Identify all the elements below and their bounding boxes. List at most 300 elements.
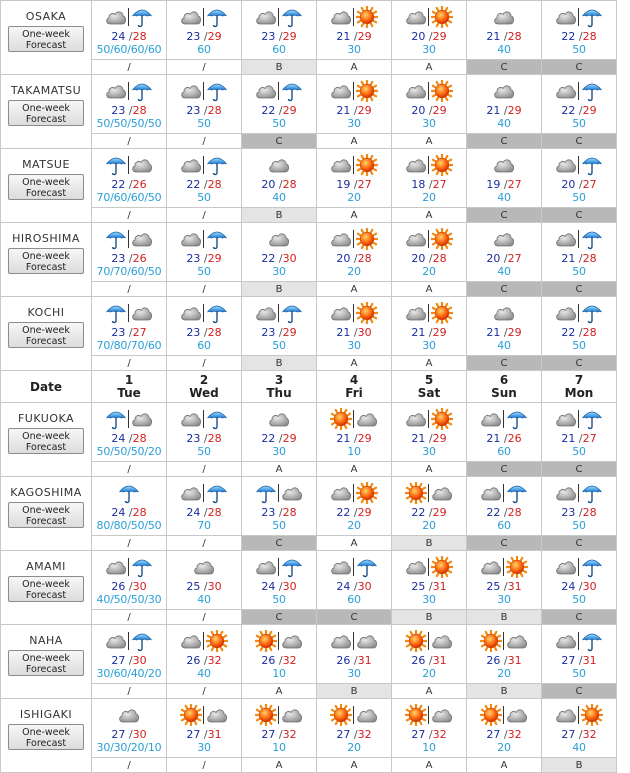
temp-slash: / (200, 178, 208, 191)
weather-icons (92, 300, 166, 326)
temp-slash: / (125, 432, 133, 445)
max-temp: 29 (282, 104, 297, 117)
button-label-line2: Forecast (25, 335, 67, 347)
city-forecast-row (1, 551, 617, 610)
precip-probability: 50/50/50/20 (96, 445, 162, 458)
icon-separator (578, 706, 580, 724)
umbrella-icon (118, 482, 140, 504)
icon-separator (203, 82, 205, 100)
icon-separator (278, 706, 280, 724)
icon-separator (428, 706, 430, 724)
precip-probability: 40 (497, 43, 511, 56)
forecast-table-body (1, 1, 617, 773)
weather-icons (317, 300, 391, 326)
min-temp: 25 (486, 580, 501, 593)
max-temp: 29 (207, 252, 222, 265)
max-temp: 29 (357, 432, 372, 445)
cloud-icon (105, 558, 127, 576)
reliability-cell: A (242, 758, 317, 773)
weather-icons (92, 78, 166, 104)
cloud-icon (405, 304, 427, 322)
min-temp: 26 (486, 654, 501, 667)
day-forecast-cell (467, 625, 542, 684)
max-temp: 29 (357, 506, 372, 519)
icon-separator (278, 484, 280, 502)
cloud-icon (356, 632, 378, 650)
sun-icon (405, 482, 427, 504)
cloud-icon (131, 156, 153, 174)
temp-slash: / (200, 580, 208, 593)
one-week-forecast-button[interactable] (8, 576, 84, 602)
temp-slash: / (125, 580, 133, 593)
weather-icons (392, 702, 466, 728)
cloud-icon (131, 410, 153, 428)
city-name: HIROSHIMA (12, 232, 80, 245)
precip-probability: 30 (347, 339, 361, 352)
weather-icons (317, 480, 391, 506)
precip-probability: 40 (497, 265, 511, 278)
temp-slash: / (275, 104, 283, 117)
day-forecast-cell (317, 477, 392, 536)
city-cell (1, 551, 92, 625)
cloud-icon (330, 632, 352, 650)
reliability-cell: A (242, 462, 317, 477)
precip-probability: 50 (572, 43, 586, 56)
precip-probability: 30 (347, 43, 361, 56)
reliability-cell: B (242, 356, 317, 371)
weather-icons (467, 152, 541, 178)
min-temp: 23 (111, 104, 126, 117)
icon-separator (428, 8, 430, 26)
temp-slash: / (350, 728, 358, 741)
temperature (242, 433, 316, 445)
temp-slash: / (350, 432, 358, 445)
min-temp: 21 (336, 326, 351, 339)
icon-separator (428, 230, 430, 248)
cloud-icon (405, 230, 427, 248)
temperature (317, 253, 391, 265)
icon-separator (578, 632, 580, 650)
weather-icons (467, 226, 541, 252)
cloud-icon (206, 706, 228, 724)
umbrella-icon (581, 154, 603, 176)
day-forecast-cell (467, 75, 542, 134)
max-temp: 32 (282, 654, 297, 667)
temp-slash: / (575, 104, 583, 117)
temp-slash: / (125, 178, 133, 191)
reliability-row (1, 462, 617, 477)
temperature (92, 253, 166, 265)
max-temp: 30 (132, 728, 147, 741)
day-forecast-cell (242, 551, 317, 610)
precip-probability: 30 (197, 741, 211, 754)
min-temp: 27 (111, 654, 126, 667)
temperature (467, 507, 541, 519)
cloud-icon (180, 632, 202, 650)
max-temp: 29 (432, 104, 447, 117)
max-temp: 28 (207, 104, 222, 117)
city-cell (1, 477, 92, 551)
cloud-icon (255, 8, 277, 26)
umbrella-icon (281, 80, 303, 102)
temp-slash: / (575, 506, 583, 519)
weather-icons (467, 78, 541, 104)
temp-slash: / (500, 178, 508, 191)
reliability-cell: / (167, 356, 242, 371)
day-forecast-cell (317, 403, 392, 462)
precip-probability: 40 (497, 191, 511, 204)
umbrella-icon (581, 556, 603, 578)
date-cell (92, 371, 167, 403)
one-week-forecast-button[interactable] (8, 100, 84, 126)
min-temp: 20 (486, 252, 501, 265)
temperature (317, 105, 391, 117)
temp-slash: / (125, 654, 133, 667)
reliability-row (1, 60, 617, 75)
cloud-icon (330, 156, 352, 174)
reliability-cell: / (92, 356, 167, 371)
icon-separator (353, 706, 355, 724)
min-temp: 26 (261, 654, 276, 667)
min-temp: 19 (336, 178, 351, 191)
temperature (242, 253, 316, 265)
day-forecast-cell (542, 149, 617, 208)
reliability-cell: C (467, 282, 542, 297)
min-temp: 20 (561, 178, 576, 191)
sun-icon (480, 704, 502, 726)
cloud-icon (105, 82, 127, 100)
weather-icons (92, 628, 166, 654)
reliability-cell: A (317, 356, 392, 371)
button-label-line2: Forecast (25, 261, 67, 273)
temperature (542, 581, 616, 593)
day-forecast-cell (317, 1, 392, 60)
icon-separator (578, 82, 580, 100)
date-number: 7 (574, 372, 584, 387)
temp-slash: / (125, 104, 133, 117)
umbrella-icon (131, 630, 153, 652)
icon-separator (353, 156, 355, 174)
weather-icons (317, 4, 391, 30)
min-temp: 26 (411, 654, 426, 667)
temp-slash: / (275, 252, 283, 265)
precip-probability: 70/60/60/50 (96, 191, 162, 204)
temperature (242, 31, 316, 43)
one-week-forecast-button[interactable] (8, 650, 84, 676)
weather-icons (392, 406, 466, 432)
day-forecast-cell (92, 223, 167, 282)
one-week-forecast-button[interactable] (8, 174, 84, 200)
reliability-cell: C (317, 610, 392, 625)
date-cell (392, 371, 467, 403)
reliability-cell: / (92, 208, 167, 223)
day-forecast-cell (242, 477, 317, 536)
max-temp: 28 (132, 104, 147, 117)
date-row (1, 371, 617, 403)
min-temp: 22 (261, 104, 276, 117)
temperature (242, 327, 316, 339)
date-number: 2 (199, 372, 209, 387)
button-label-line1: One-week (22, 176, 70, 188)
icon-separator (578, 230, 580, 248)
icon-separator (503, 558, 505, 576)
max-temp: 28 (582, 30, 597, 43)
city-forecast-row (1, 699, 617, 758)
date-number: 1 (124, 372, 134, 387)
max-temp: 29 (432, 506, 447, 519)
min-temp: 19 (486, 178, 501, 191)
icon-separator (428, 304, 430, 322)
day-of-week: Mon (564, 385, 594, 400)
precip-probability: 20 (497, 667, 511, 680)
day-forecast-cell (92, 625, 167, 684)
date-number: 5 (424, 372, 434, 387)
weather-icons (242, 226, 316, 252)
one-week-forecast-button[interactable] (8, 502, 84, 528)
day-forecast-cell (542, 625, 617, 684)
weather-icons (467, 300, 541, 326)
temperature (542, 507, 616, 519)
max-temp: 30 (132, 654, 147, 667)
temp-slash: / (575, 178, 583, 191)
max-temp: 28 (207, 326, 222, 339)
reliability-row (1, 282, 617, 297)
day-forecast-cell (167, 149, 242, 208)
temp-slash: / (350, 654, 358, 667)
reliability-cell: / (167, 134, 242, 149)
day-forecast-cell (92, 403, 167, 462)
precip-probability: 30/60/40/20 (96, 667, 162, 680)
weather-icons (542, 554, 616, 580)
temp-slash: / (350, 30, 358, 43)
max-temp: 28 (507, 506, 522, 519)
temp-slash: / (425, 432, 433, 445)
weather-icons (167, 4, 241, 30)
min-temp: 20 (411, 104, 426, 117)
date-cell (167, 371, 242, 403)
city-cell (1, 699, 92, 773)
temp-slash: / (275, 326, 283, 339)
day-forecast-cell (167, 297, 242, 356)
button-label-line2: Forecast (25, 113, 67, 125)
sun-icon (431, 228, 453, 250)
sun-icon (330, 408, 352, 430)
icon-separator (128, 558, 130, 576)
umbrella-icon (581, 6, 603, 28)
cloud-icon (555, 304, 577, 322)
temperature (467, 581, 541, 593)
day-forecast-cell (317, 625, 392, 684)
city-cell (1, 1, 92, 75)
temperature (92, 729, 166, 741)
weather-icons (92, 702, 166, 728)
icon-separator (128, 230, 130, 248)
day-forecast-cell (242, 223, 317, 282)
min-temp: 21 (486, 104, 501, 117)
day-forecast-cell (92, 699, 167, 758)
temperature (242, 179, 316, 191)
icon-separator (353, 8, 355, 26)
one-week-forecast-button[interactable] (8, 322, 84, 348)
temp-slash: / (200, 432, 208, 445)
umbrella-icon (206, 228, 228, 250)
day-forecast-cell (92, 149, 167, 208)
button-label-line1: One-week (22, 726, 70, 738)
max-temp: 30 (582, 580, 597, 593)
temp-slash: / (200, 104, 208, 117)
precip-probability: 80/80/50/50 (96, 519, 162, 532)
cloud-icon (330, 230, 352, 248)
button-label-line1: One-week (22, 250, 70, 262)
icon-separator (353, 632, 355, 650)
max-temp: 29 (507, 326, 522, 339)
max-temp: 30 (132, 580, 147, 593)
temp-slash: / (500, 728, 508, 741)
temp-slash: / (350, 104, 358, 117)
day-forecast-cell (92, 1, 167, 60)
temperature (317, 179, 391, 191)
button-label-line1: One-week (22, 504, 70, 516)
reliability-cell: / (167, 536, 242, 551)
reliability-cell: A (317, 536, 392, 551)
day-forecast-cell (92, 551, 167, 610)
temperature (467, 179, 541, 191)
one-week-forecast-button[interactable] (8, 428, 84, 454)
date-cell (542, 371, 617, 403)
reliability-cell: / (167, 610, 242, 625)
weather-icons (242, 628, 316, 654)
min-temp: 26 (336, 654, 351, 667)
precip-probability: 30/30/20/10 (96, 741, 162, 754)
temp-slash: / (500, 432, 508, 445)
day-forecast-cell (542, 477, 617, 536)
cloud-icon (555, 8, 577, 26)
button-label-line1: One-week (22, 430, 70, 442)
weather-icons (392, 480, 466, 506)
reliability-cell: C (542, 536, 617, 551)
day-forecast-cell (542, 1, 617, 60)
one-week-forecast-button[interactable] (8, 26, 84, 52)
temp-slash: / (200, 654, 208, 667)
max-temp: 27 (507, 178, 522, 191)
weather-icons (542, 300, 616, 326)
temperature (467, 327, 541, 339)
min-temp: 24 (186, 506, 201, 519)
one-week-forecast-button[interactable] (8, 248, 84, 274)
day-of-week: Sat (417, 385, 441, 400)
icon-separator (203, 8, 205, 26)
weather-icons (317, 152, 391, 178)
min-temp: 21 (486, 432, 501, 445)
reliability-cell: C (467, 462, 542, 477)
umbrella-icon (206, 154, 228, 176)
precip-probability: 30 (422, 593, 436, 606)
day-forecast-cell (392, 699, 467, 758)
temperature (392, 507, 466, 519)
weather-icons (242, 702, 316, 728)
cloud-icon (356, 410, 378, 428)
icon-separator (278, 8, 280, 26)
precip-probability: 20 (347, 741, 361, 754)
reliability-cell: C (242, 610, 317, 625)
max-temp: 29 (282, 326, 297, 339)
weather-icons (167, 406, 241, 432)
icon-separator (428, 558, 430, 576)
button-label-line1: One-week (22, 28, 70, 40)
precip-probability: 40/50/50/30 (96, 593, 162, 606)
min-temp: 23 (186, 252, 201, 265)
umbrella-icon (581, 228, 603, 250)
icon-separator (428, 632, 430, 650)
temp-slash: / (275, 178, 283, 191)
precip-probability: 20 (422, 191, 436, 204)
city-forecast-row (1, 1, 617, 60)
button-label-line1: One-week (22, 324, 70, 336)
precip-probability: 70/70/60/50 (96, 265, 162, 278)
temperature (167, 179, 241, 191)
weather-icons (392, 628, 466, 654)
max-temp: 27 (582, 432, 597, 445)
max-temp: 29 (282, 432, 297, 445)
weather-icons (92, 406, 166, 432)
sun-icon (356, 80, 378, 102)
city-cell (1, 149, 92, 223)
umbrella-icon (581, 630, 603, 652)
min-temp: 18 (411, 178, 426, 191)
day-of-week: Thu (266, 385, 292, 400)
reliability-cell: A (392, 208, 467, 223)
one-week-forecast-button[interactable] (8, 724, 84, 750)
temp-slash: / (275, 728, 283, 741)
max-temp: 30 (207, 580, 222, 593)
icon-separator (353, 410, 355, 428)
temp-slash: / (425, 30, 433, 43)
button-label-line2: Forecast (25, 39, 67, 51)
reliability-cell: B (242, 282, 317, 297)
temperature (167, 507, 241, 519)
icon-separator (203, 632, 205, 650)
max-temp: 29 (582, 104, 597, 117)
max-temp: 28 (582, 252, 597, 265)
cloud-icon (356, 706, 378, 724)
button-label-line1: One-week (22, 578, 70, 590)
temperature (167, 655, 241, 667)
day-forecast-cell (542, 297, 617, 356)
sun-icon (480, 630, 502, 652)
reliability-cell: C (542, 684, 617, 699)
temperature (542, 31, 616, 43)
reliability-cell: A (392, 758, 467, 773)
day-forecast-cell (167, 551, 242, 610)
reliability-cell: A (392, 356, 467, 371)
umbrella-icon (105, 154, 127, 176)
temp-slash: / (500, 506, 508, 519)
temperature (542, 655, 616, 667)
weather-icons (467, 702, 541, 728)
temperature (317, 327, 391, 339)
button-label-line2: Forecast (25, 663, 67, 675)
precip-probability: 20 (347, 265, 361, 278)
umbrella-icon (206, 408, 228, 430)
weather-icons (167, 78, 241, 104)
reliability-cell: C (242, 536, 317, 551)
city-forecast-row (1, 403, 617, 462)
temperature (92, 581, 166, 593)
max-temp: 28 (132, 506, 147, 519)
weather-icons (392, 554, 466, 580)
reliability-row (1, 758, 617, 773)
icon-separator (128, 8, 130, 26)
